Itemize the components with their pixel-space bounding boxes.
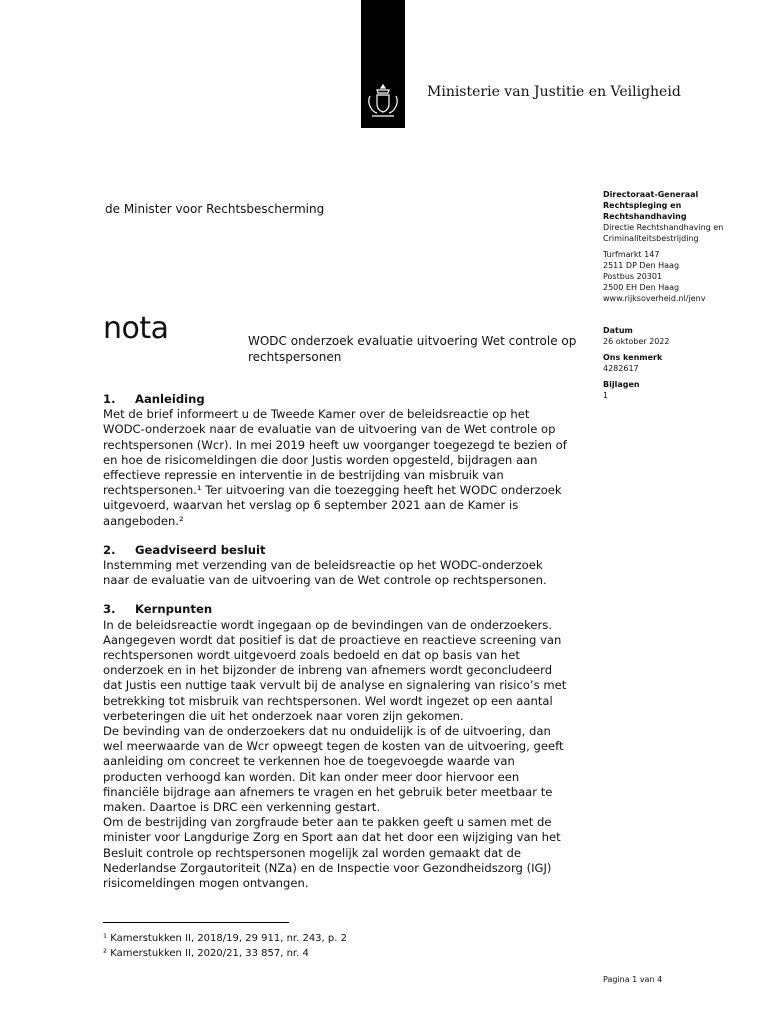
address-line: 2511 DP Den Haag [603, 261, 680, 270]
meta-value: 4282617 [603, 364, 639, 373]
meta-label: Bijlagen [603, 380, 640, 389]
sidebar-meta [603, 325, 763, 406]
ministry-name: Ministerie van Justitie en Veiligheid [427, 84, 681, 100]
footnote-divider [103, 922, 289, 923]
section-number: 2. [103, 542, 116, 557]
section-number: 3. [103, 602, 116, 617]
subdept-line: Directie Rechtshandhaving en [603, 223, 724, 232]
meta-label: Ons kenmerk [603, 353, 663, 362]
sidebar-address [603, 249, 763, 304]
section-kernpunten [103, 602, 568, 891]
dept-line: Rechtshandhaving [603, 212, 687, 221]
section-title: Kernpunten [135, 602, 213, 617]
section-title: Geadviseerd besluit [135, 542, 266, 557]
section-aanleiding [103, 392, 568, 529]
paragraph: Instemming met verzending van de beleidsreactie op het WODC-onderzoek naar de evaluatie van de uitvoering van de Wet controle op rechtspersonen. [103, 558, 547, 588]
footnote: ² Kamerstukken II, 2020/21, 33 857, nr. 4 [103, 948, 309, 959]
section-title: Aanleiding [135, 392, 205, 406]
document-body [103, 392, 568, 905]
paragraph: Om de bestrijding van zorgfraude beter aan te pakken geeft u samen met de minister voor Langdurige Zorg en Sport aan dat het door een wijziging van het Besluit controle op rechtspersonen mogelijk zal worden gemaakt dat de Nederlandse Zorgautoriteit (NZa) en de Inspectie voor Gezondheidszorg (IGJ) risicomeldingen mogen ontvangen. [103, 815, 561, 891]
section-number: 1. [103, 392, 116, 406]
website-link[interactable]: www.rijksoverheid.nl/jenv [603, 294, 706, 303]
section-heading [103, 602, 568, 617]
document-title: nota [103, 311, 169, 346]
footnote: ¹ Kamerstukken II, 2018/19, 29 911, nr. 243, p. 2 [103, 933, 347, 944]
paragraph: In de beleidsreactie wordt ingegaan op de bevindingen van de onderzoekers. Aangegeven wordt dat positief is dat de proactieve en reactieve screening van rechtspersonen wordt uitgevoerd zoals bedoeld en dat op basis van het onderzoek en in het bijzonder de inbreng van afnemers wordt geconcludeerd dat Justis een nuttige taak vervult bij de analyse en signalering van risico’s met betrekking tot misbruik van rechtspersonen. Wel wordt ingezet op een aantal verbeteringen die uit het onderzoek naar voren zijn gekomen. [103, 617, 567, 723]
dept-line: Rechtspleging en [603, 201, 682, 210]
subdept-line: Criminaliteitsbestrijding [603, 234, 699, 243]
paragraph: De bevinding van de onderzoekers dat nu onduidelijk is of de uitvoering, dan wel meerwaarde van de Wcr opweegt tegen de kosten van de uitvoering, geeft aanleiding om concreet te verkennen hoe de toegevoegde waarde van producten verhoogd kan worden. Dit kan onder meer door hiervoor een financiële bijdrage aan afnemers te vragen en het gebruik beter meetbaar te maken. Daartoe is DRC een verkenning gestart. [103, 724, 564, 815]
document-subject: WODC onderzoek evaluatie uitvoering Wet controle op rechtspersonen [248, 334, 577, 364]
coat-of-arms-icon [364, 82, 402, 120]
address-line: Postbus 20301 [603, 272, 663, 281]
section-heading [103, 543, 568, 558]
footnotes [103, 931, 347, 961]
section-heading [103, 392, 568, 407]
address-line: 2500 EH Den Haag [603, 283, 680, 292]
address-line: Turfmarkt 147 [603, 250, 660, 259]
dept-line: Directoraat-Generaal [603, 190, 699, 199]
meta-value: 1 [603, 391, 609, 400]
sidebar-department [603, 189, 763, 244]
page-number: Pagina 1 van 4 [603, 975, 663, 984]
meta-value: 26 oktober 2022 [603, 337, 670, 346]
logo-block [361, 0, 405, 128]
addressee: de Minister voor Rechtsbescherming [105, 202, 325, 216]
paragraph: Met de brief informeert u de Tweede Kamer over de beleidsreactie op het WODC-onderzoek naar de evaluatie van de uitvoering van de Wet controle op rechtspersonen (Wcr). In mei 2019 heeft uw voorganger toegezegd te bezien of en hoe de risicomeldingen die door Justis worden opgesteld, bijdragen aan effectieve repressie en interventie in de bestrijding van misbruik van rechtspersonen.¹ Ter uitvoering van die toezegging heeft het WODC onderzoek uitgevoerd, waarvan het verslag op 6 september 2021 aan de Kamer is aangeboden.² [103, 407, 567, 528]
meta-label: Datum [603, 326, 633, 335]
section-besluit [103, 543, 568, 589]
